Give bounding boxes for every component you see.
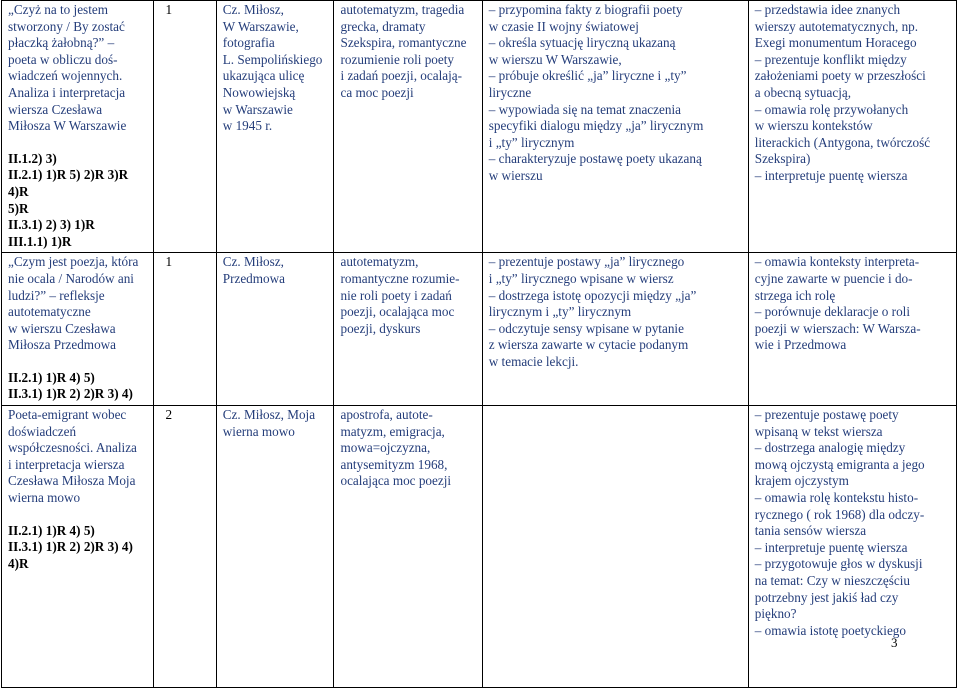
outcome-line: i „ty” lirycznym [488,134,575,150]
text-line: wierna mowo [222,423,295,439]
concepts-cell [334,253,482,406]
topic-line: Poeta-emigrant wobec [8,407,127,423]
topic-line: ludzi?” – refleksje [8,287,105,303]
topic-line: współczesności. Analiza [8,440,137,456]
extended-line: – omawia istotę poetyckiego [754,622,906,638]
text-line: ukazująca ulicę [222,68,305,84]
topic-line: autotematyczne [8,304,91,320]
extended-line: potrzebny jest jakiś ład czy [754,589,899,605]
topic-line: Miłosza W Warszawie [8,118,127,134]
text-line: Nowowiejską [222,84,296,100]
outcome-line: w wierszu [488,167,543,183]
concept-line: matyzm, emigracja, [340,423,445,439]
extended-line: – dostrzega analogię między [754,440,906,456]
extended-cell [748,406,956,688]
topic-line: doświadczeń [8,423,77,439]
concepts-cell [334,406,482,688]
concept-line: rozumienie roli poety [340,51,455,67]
concept-line: i zadań poezji, ocalają- [340,68,463,84]
curriculum-code: II.3.1) 1)R 2) 2)R 3) 4) [8,539,133,555]
outcome-line: i „ty” lirycznego wpisane w wiersz [488,270,674,286]
outcome-line: – próbuje określić „ja” liryczne i „ty” [488,68,687,84]
topic-line: w wierszu Czesława [8,320,116,336]
concept-line: ca moc poezji [340,84,414,100]
topic-line: Miłosza Przedmowa [8,337,117,353]
text-line: Cz. Miłosz, [222,254,284,270]
extended-line: na temat: Czy w nieszczęściu [754,573,910,588]
extended-line: – porównuje deklaracje o roli [754,304,910,320]
text-line: w Warszawie [222,101,293,117]
outcome-line: w czasie II wojny światowej [488,18,639,34]
page-number: 3 [891,635,898,650]
concept-line: mowa=ojczyzna, [340,440,431,456]
text-line: fotografia [222,35,275,51]
extended-line: – prezentuje konflikt między [754,51,907,67]
text-cell [216,406,334,688]
extended-line: – prezentuje postawę poety [754,407,899,423]
extended-line: wpisaną w tekst wiersza [754,423,883,439]
topic-line: i interpretacja wiersza [8,456,125,472]
topic-cell [2,1,154,253]
concept-line: apostrofa, autote- [340,407,433,423]
outcome-line: liryczne [488,84,532,100]
extended-line: – przygotowuje głos w dyskusji [754,556,923,572]
lesson-plan-table [1,0,957,688]
outcomes-cell [482,253,748,406]
outcome-line: – prezentuje postawy „ja” lirycznego [488,254,685,270]
outcomes-cell [482,1,748,253]
extended-line: rycznego ( rok 1968) dla odczy- [754,506,925,522]
concept-line: grecka, dramaty [340,18,426,34]
extended-line: – przedstawia idee znanych [754,2,901,17]
topic-line: „Czym jest poezja, która [8,254,139,270]
text-line: W Warszawie, [222,18,299,34]
extended-line: piękno? [754,606,797,622]
extended-line: wierszy autotematycznych, np. [754,18,919,34]
text-cell [216,253,334,406]
outcome-line: w temacie lekcji. [488,353,579,369]
extended-cell [748,1,956,253]
concept-line: nie roli poety i zadań [340,287,452,303]
text-cell [216,1,334,253]
text-line: w 1945 r. [222,118,273,134]
concept-line: poezji, dyskurs [340,320,421,336]
extended-line: literackich (Antygona, twórczość [754,134,931,150]
topic-line: wierna mowo [8,490,81,506]
topic-line: wiadczeń wojennych. [8,68,123,84]
curriculum-code: II.3.1) 2) 3) 1)R [8,217,95,233]
extended-line: Exegi monumentum Horacego [754,35,917,51]
curriculum-code: III.1.1) 1)R [8,233,72,249]
topic-line: poeta w obliczu doś- [8,51,118,67]
outcome-line: – dostrzega istotę opozycji między „ja” [488,287,697,303]
topic-line: płaczką żałobną?” – [8,35,115,51]
extended-line: w wierszu kontekstów [754,118,873,134]
concept-line: poezji, ocalająca moc [340,304,455,320]
concept-line: romantyczne rozumie- [340,270,460,286]
extended-line: cyjne zawarte w puencie i do- [754,270,913,286]
concept-line: autotematyzm, tragedia [340,2,465,17]
outcome-line: – przypomina fakty z biografii poety [488,2,683,17]
topic-cell [2,406,154,688]
extended-line: – omawia rolę kontekstu histo- [754,490,919,506]
topic-line: „Czyż na to jestem [8,2,108,17]
curriculum-code: II.2.1) 1)R 4) 5) [8,369,95,385]
text-line: L. Sempolińskiego [222,51,323,67]
concepts-cell [334,1,482,253]
topic-line: Analiza i interpretacja [8,84,126,100]
curriculum-code: II.2.1) 1)R 4) 5) [8,522,95,538]
topic-line: wiersza Czesława [8,101,103,117]
hours-cell: 2 [153,406,216,688]
extended-line: tania sensów wiersza [754,523,867,539]
hours-cell: 1 [153,1,216,253]
extended-line: strzega ich rolę [754,287,836,303]
table-row [2,253,957,406]
concept-line: Szekspira, romantyczne [340,35,467,51]
extended-line: poezji w wierszach: W Warsza- [754,320,921,336]
outcome-line: – wypowiada się na temat znaczenia [488,101,681,117]
text-line: Cz. Miłosz, [222,2,284,17]
outcome-line: – określa sytuację liryczną ukazaną [488,35,676,51]
outcome-line: z wiersza zawarte w cytacie podanym [488,337,689,353]
extended-line: wie i Przedmowa [754,337,847,353]
extended-line: a obecną sytuacją, [754,84,852,100]
extended-line: założeniami poety w przeszłości [754,68,926,84]
outcome-line: – charakteryzuje postawę poety ukazaną [488,151,702,167]
curriculum-code: II.1.2) 3) [8,150,57,166]
concept-line: ocalająca moc poezji [340,473,452,489]
hours-cell: 1 [153,253,216,406]
extended-line: – omawia rolę przywołanych [754,101,909,117]
extended-line: mową ojczystą emigranta a jego [754,456,925,472]
extended-line: – interpretuje puentę wiersza [754,539,908,555]
table-row [2,406,957,688]
curriculum-code: 4)R [8,555,29,571]
curriculum-code: II.3.1) 1)R 2) 2)R 3) 4) [8,386,133,402]
curriculum-code: II.2.1) 1)R 5) 2)R 3)R 4)R [8,167,129,199]
outcomes-cell [482,406,748,688]
topic-line: stworzony / By zostać [8,18,125,34]
outcome-line: specyfiki dialogu między „ja” lirycznym [488,118,704,134]
outcome-line: w wierszu W Warszawie, [488,51,622,67]
concept-line: autotematyzm, [340,254,419,270]
extended-line: Szekspira) [754,151,811,167]
topic-line: nie ocala / Narodów ani [8,270,134,286]
outcome-line: – odczytuje sensy wpisane w pytanie [488,320,684,336]
extended-cell [748,253,956,406]
table-row [2,1,957,253]
topic-line: Czesława Miłosza Moja [8,473,136,489]
curriculum-code: 5)R [8,200,29,216]
extended-line: – interpretuje puentę wiersza [754,167,908,183]
topic-cell [2,253,154,406]
text-line: Cz. Miłosz, Moja [222,407,316,423]
text-line: Przedmowa [222,270,286,286]
concept-line: antysemityzm 1968, [340,456,448,472]
extended-line: – omawia konteksty interpreta- [754,254,920,270]
outcome-line: lirycznym i „ty” lirycznym [488,304,632,320]
extended-line: krajem ojczystym [754,473,849,489]
